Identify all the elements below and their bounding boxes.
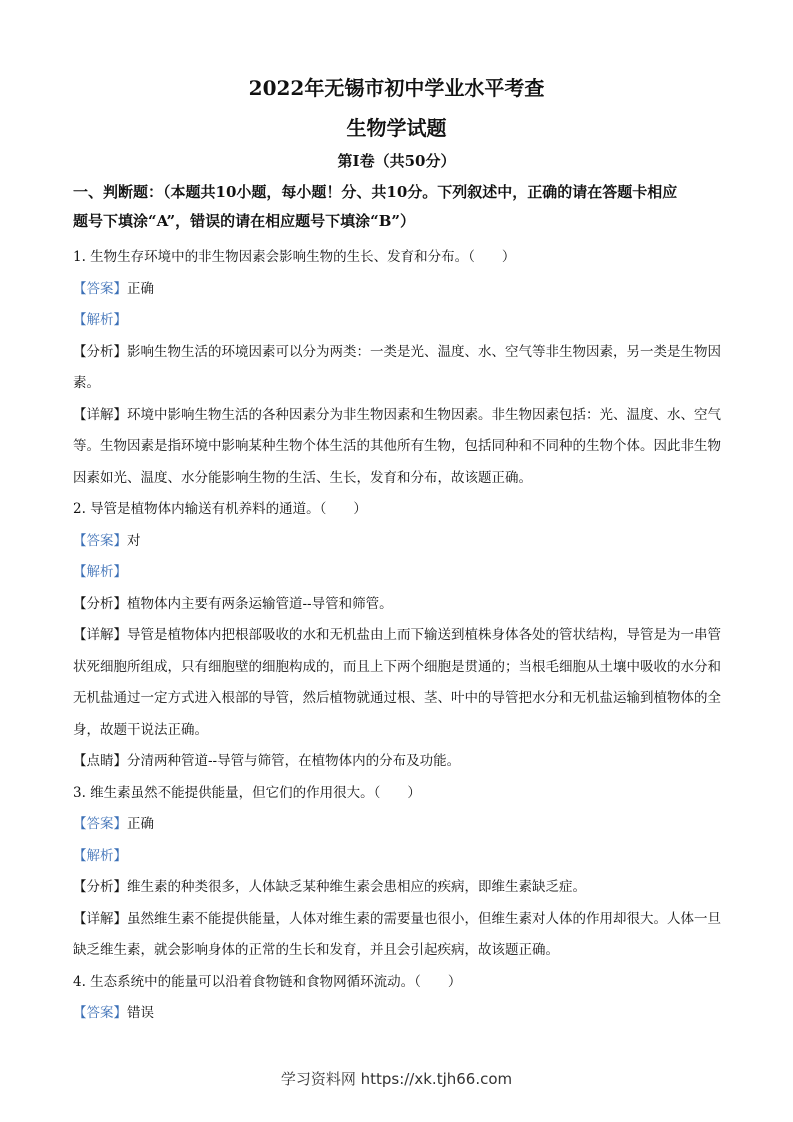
section-heading bbox=[73, 178, 733, 236]
paragraph-text: 错误 bbox=[127, 1005, 154, 1021]
paragraph-text: 【详解】环境中影响生物生活的各种因素分为非生物因素和生物因素。非生物因素包括：光、温度、水、空气等。生物因素是指环境中影响某种生物个体生活的其他所有生物，包括同种和不同种的生物个体。因此非生物因素如光、温度、水分能影响生物的生活、生长，发育和分布，故该题正确。 bbox=[73, 406, 721, 486]
section-heading-line-2: 题号下填涂“A”，错误的请在相应题号下填涂“B”） bbox=[73, 212, 416, 230]
paragraph bbox=[73, 809, 725, 841]
paragraph bbox=[73, 494, 725, 526]
paragraph-text: 3. 维生素虽然不能提供能量，但它们的作用很大。（ ） bbox=[73, 784, 421, 801]
paragraph bbox=[73, 557, 725, 589]
question-content bbox=[73, 242, 725, 1030]
paragraph bbox=[73, 746, 725, 778]
paragraph-text: 【点睛】分清两种管道--导管与筛管，在植物体内的分布及功能。 bbox=[73, 753, 461, 769]
paragraph-text: 【分析】植物体内主要有两条运输管道--导管和筛管。 bbox=[73, 595, 393, 612]
paragraph-text: 2. 导管是植物体内输送有机养料的通道。（ ） bbox=[73, 501, 367, 517]
paragraph bbox=[73, 274, 725, 306]
paragraph bbox=[73, 778, 725, 810]
paragraph bbox=[73, 305, 725, 337]
paragraph bbox=[73, 841, 725, 873]
paragraph bbox=[73, 620, 725, 746]
answer-tag: 【答案】 bbox=[73, 1005, 127, 1021]
paragraph-text: 【详解】虽然维生素不能提供能量，人体对维生素的需要量也很小，但维生素对人体的作用却很大。人体一旦缺乏维生素，就会影响身体的正常的生长和发育，并且会引起疾病，故该题正确。 bbox=[73, 910, 721, 958]
paragraph bbox=[73, 337, 725, 400]
answer-tag: 【答案】 bbox=[73, 532, 127, 549]
exam-subtitle: 生物学试题 bbox=[346, 116, 447, 140]
paragraph-text: 正确 bbox=[127, 816, 154, 832]
paragraph-text: 4. 生态系统中的能量可以沿着食物链和食物网循环流动。（ ） bbox=[73, 973, 462, 990]
paragraph bbox=[73, 904, 725, 967]
paragraph bbox=[73, 526, 725, 558]
exam-part: 第Ⅰ卷（共50分） bbox=[337, 152, 456, 170]
paragraph-text: 【分析】影响生物生活的环境因素可以分为两类：一类是光、温度、水、空气等非生物因素，另一类是生物因素。 bbox=[73, 343, 721, 391]
answer-tag: 【答案】 bbox=[73, 280, 127, 297]
paragraph-text: 【详解】导管是植物体内把根部吸收的水和无机盐由上而下输送到植株身体各处的管状结构，导管是为一串管状死细胞所组成，只有细胞壁的细胞构成的，而且上下两个细胞是贯通的；当根毛细胞从土壤中吸收的水分和无机盐通过一定方式进入根部的导管，然后植物就通过根、茎、叶中的导管把水分和无机盐运输到植物体的全身，故题干说法正确。 bbox=[73, 627, 721, 738]
paragraph-text: 正确 bbox=[127, 280, 154, 297]
paragraph bbox=[73, 872, 725, 904]
paragraph bbox=[73, 967, 725, 999]
paragraph-text: 1. 生物生存环境中的非生物因素会影响生物的生长、发育和分布。（ ） bbox=[73, 249, 516, 265]
answer-tag: 【解析】 bbox=[73, 564, 127, 580]
paragraph bbox=[73, 998, 725, 1030]
paragraph bbox=[73, 400, 725, 495]
answer-tag: 【答案】 bbox=[73, 816, 127, 832]
paragraph-text: 对 bbox=[127, 532, 141, 549]
answer-tag: 【解析】 bbox=[73, 312, 127, 328]
paragraph bbox=[73, 242, 725, 274]
answer-tag: 【解析】 bbox=[73, 847, 127, 864]
footer-watermark: 学习资料网 https://xk.tjh66.com bbox=[280, 1070, 513, 1088]
paragraph bbox=[73, 589, 725, 621]
paragraph-text: 【分析】维生素的种类很多，人体缺乏某种维生素会患相应的疾病，即维生素缺乏症。 bbox=[73, 879, 586, 895]
exam-title: 2022年无锡市初中学业水平考查 bbox=[248, 76, 545, 100]
section-heading-line-1: 一、判断题：（本题共10小题，每小题！分、共10分。下列叙述中，正确的请在答题卡相应 bbox=[73, 183, 678, 201]
